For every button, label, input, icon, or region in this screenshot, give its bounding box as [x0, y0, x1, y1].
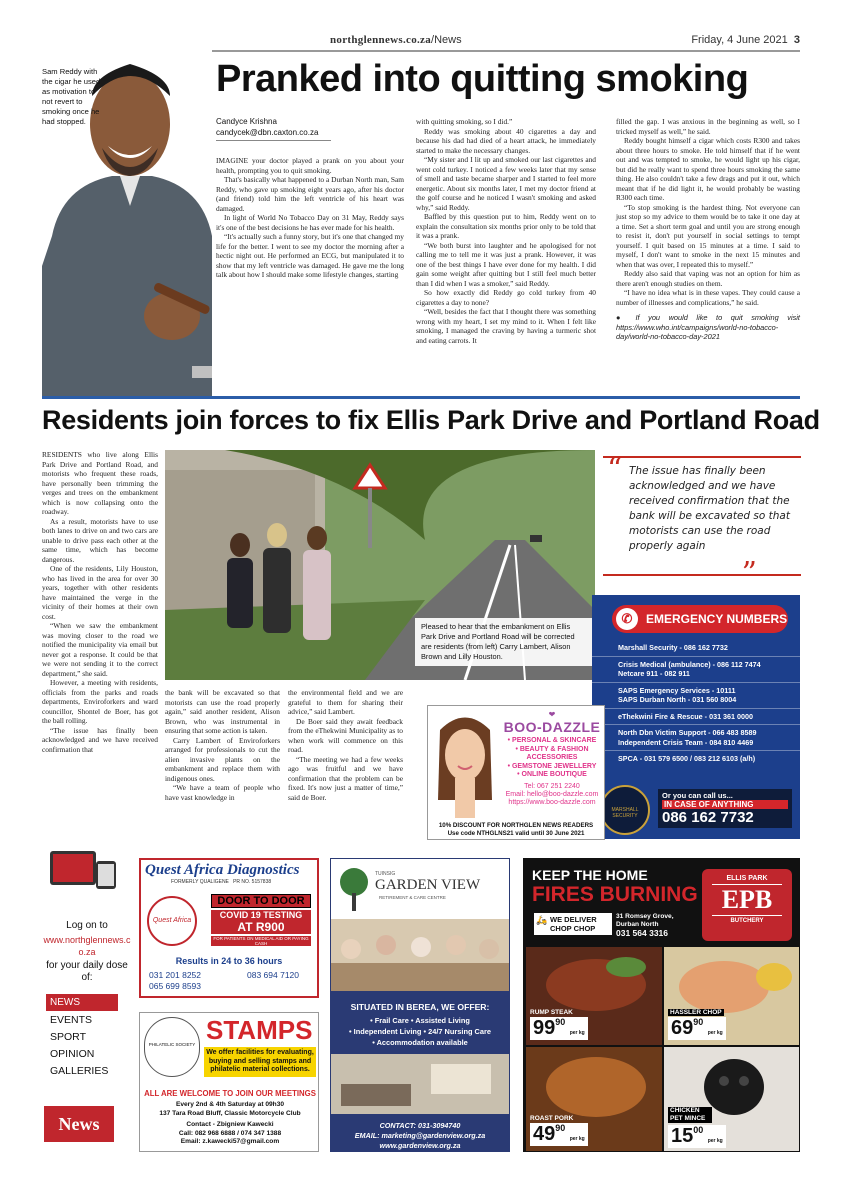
residents-group-photo [331, 919, 509, 991]
open-quote-icon: “ [607, 452, 623, 487]
quest-africa-ad [139, 858, 319, 998]
residents-photo-caption: Pleased to hear that the embankment on Ellis Park Drive and Portland Road will be corrected are residents (from left) Carry Lambert, Alison Brown and Lilly Houston. [421, 622, 575, 661]
contact-person: Contact - Zbigniew Kawecki [186, 1121, 274, 1128]
sidebar-menu [46, 994, 118, 1012]
quest-phone[interactable]: 031 201 8252 [149, 970, 201, 980]
sidebar-item-news[interactable]: NEWS [46, 994, 118, 1012]
call-line-1: Or you can call us... [662, 791, 733, 800]
email-text[interactable]: Email: hello@boo-dazzle.com [505, 790, 599, 798]
pull-quote [603, 452, 801, 591]
situated-heading: SITUATED IN BEREA, WE OFFER: [350, 1002, 490, 1012]
epb-logo [702, 869, 792, 941]
paragraph: That's basically what happened to a Durban North man, Sam Reddy, who gave up smoking eight years ago, after his doctor (and friend) told him the left ventricle of his heart was damaged. [216, 175, 404, 213]
paragraph: “I have no idea what is in these vapes. They could cause a number of illnesses and complications,” he said. [616, 288, 800, 307]
delivery-text: WE DELIVER CHOP CHOP [550, 915, 597, 933]
photo-caption: Sam Reddy with the cigar he used as motivation to not revert to smoking once he had stopped. [42, 67, 101, 126]
sidebar-item-opinion[interactable]: OPINION [50, 1048, 95, 1060]
contact-email[interactable]: EMAIL: marketing@gardenview.org.za [354, 1131, 486, 1140]
emergency-title [612, 605, 788, 633]
tree-icon [337, 865, 371, 913]
sidebar-item-events[interactable]: EVENTS [50, 1014, 93, 1026]
sidebar-item-sport[interactable]: SPORT [50, 1031, 86, 1043]
service-item: • ONLINE BOUTIQUE [517, 771, 587, 778]
price-cents: 90 [555, 1017, 566, 1027]
paragraph: De Boer said they await feedback from the eThekwini Municipality as to when work will commence on this road. [288, 716, 403, 754]
stamps-title: STAMPS [206, 1015, 313, 1045]
epb-address [616, 913, 674, 937]
contact-email[interactable]: Email: z.kawecki57@gmail.com [180, 1138, 280, 1145]
price-rand: 99 [533, 1017, 556, 1039]
garden-view-contact [331, 1121, 509, 1151]
paragraph: “The issue has finally been acknowledged and we have received confirmation that [42, 725, 158, 754]
photo-caption-box [415, 618, 593, 666]
discount-code: Use code NTHGLNS21 valid until 30 June 2021 [447, 830, 585, 837]
paragraph: RESIDENTS who live along Ellis Park Drive and Portland Road, and motorists who frequent these roads, have personally been trimming the verges and trees on the embankment which is now collapsing onto the roadway. [42, 450, 158, 516]
paragraph: “Well, besides the fact that I thought there was something wrong with my heart, I set my mind to it. When I felt like smoking, I managed the craving by having a turmeric shot and eating carrots. It [416, 307, 596, 345]
paragraph: In light of World No Tobacco Day on 31 May, Reddy says it's one of the best decisions he has ever made for his health. [216, 213, 404, 232]
stamps-welcome: ALL ARE WELCOME TO JOIN OUR MEETINGS [144, 1089, 316, 1098]
quest-offer [211, 894, 311, 946]
emergency-item[interactable]: Independent Crisis Team - 084 810 4469 [592, 738, 800, 752]
garden-view-ad [330, 858, 510, 1152]
product-name: CHICKEN PET MINCE [668, 1107, 712, 1123]
author-email[interactable]: candycek@dbn.caxton.co.za [216, 128, 319, 137]
address-line: 31 Romsey Grove, [616, 913, 674, 920]
paragraph: “We have a team of people who have vast knowledge in [165, 783, 280, 802]
stamps-description: We offer facilities for evaluating, buying and selling stamps and philatelic material collections. [204, 1047, 316, 1077]
phone-text[interactable]: Tel: 067 251 2240 [524, 782, 580, 790]
model-face-image [430, 710, 500, 820]
quest-title: Quest Africa Diagnostics [145, 862, 300, 878]
contact-phone[interactable]: Call: 082 968 6888 / 074 347 1388 [178, 1129, 282, 1137]
scooter-icon: 🛵 [536, 915, 548, 925]
discount-info [430, 822, 602, 838]
emergency-item[interactable]: North Dbn Victim Support - 066 483 8589 [618, 728, 757, 737]
philatelic-badge: PHILATELIC SOCIETY [144, 1017, 200, 1077]
website-link[interactable]: www.gardenview.org.za [379, 1141, 461, 1150]
quest-sub-text: FORMERLY QUALIGENE [171, 879, 229, 885]
epb-butchery-ad [523, 858, 800, 1152]
garden-view-pre: TUINSIG [375, 871, 396, 877]
footnote-link[interactable]: ● If you would like to quit smoking visit https://www.who.int/campaigns/world-no-tobacco-day/world-no-tobacco-day-2021 [616, 313, 800, 341]
sidebar-item-galleries[interactable]: GALLERIES [50, 1065, 109, 1077]
product-name: HASSLER CHOP [670, 1009, 722, 1016]
garden-view-brand: GARDEN VIEW [375, 877, 481, 893]
paragraph: Reddy also said that vaping was not an option for him as there aren't enough studies on them. [616, 269, 800, 288]
byline-rule [216, 140, 331, 141]
price-cents: 90 [693, 1017, 704, 1027]
story1-column-2 [416, 117, 596, 345]
emergency-item[interactable]: SAPS Emergency Services - 10111 [618, 685, 736, 695]
price-rand: 15 [671, 1125, 694, 1147]
brand-name: BOO-DAZZLE [503, 719, 601, 735]
fires-burning-heading: FIRES BURNING [532, 883, 698, 906]
paragraph: the bank will be excavated so that motorists can use the road properly again,” said another resident, Alison Brown, who was instrumental in ensuring that some action is taken. [165, 688, 280, 735]
section-name: /News [431, 34, 462, 46]
login-text [42, 920, 132, 984]
paragraph: “When we saw the embankment was moving closer to the road we notified the municipality via email but never got a response. It could be that we were not sending it to the correct department,” she said. [42, 621, 158, 678]
epb-phone[interactable]: 031 564 3316 [616, 928, 668, 938]
product-roast-pork [526, 1047, 662, 1151]
story1-column-1 [216, 156, 404, 280]
product-hassler-chop [664, 947, 799, 1045]
paragraph: So how exactly did Reddy go cold turkey from 40 cigarettes a day to none? [416, 288, 596, 307]
service-item: • PERSONAL & SKINCARE [507, 737, 597, 744]
quest-sub [141, 879, 317, 885]
quest-line-4: FOR PATIENTS ON MEDICAL AID OR PAYING CASH [211, 936, 311, 946]
emergency-item[interactable]: Marshall Security - 086 162 7732 [592, 641, 800, 657]
quest-phone[interactable]: 065 699 8593 [149, 981, 201, 991]
price-unit: per kg [707, 1030, 723, 1036]
story2-column-3 [288, 688, 403, 802]
emergency-item[interactable]: Crisis Medical (ambulance) - 086 112 7474 [618, 659, 761, 669]
emergency-item[interactable]: SPCA - 031 579 6500 / 083 212 6103 (a/h) [618, 754, 756, 763]
northglen-news-logo: News [44, 1106, 114, 1142]
boo-dazzle-info [502, 710, 602, 807]
paragraph: filled the gap. I was anxious in the beginning as well, so I tricked myself as well,” he said. [616, 117, 800, 136]
product-name: ROAST PORK [530, 1115, 574, 1122]
quest-line-1: DOOR TO DOOR [211, 894, 311, 908]
offer-line: • Independent Living • 24/7 Nursing Care [349, 1027, 491, 1036]
byline [216, 116, 318, 138]
story2-headline: Residents join forces to fix Ellis Park Drive and Portland Road [42, 405, 820, 435]
service-list [502, 737, 602, 780]
delivery-badge [534, 913, 612, 935]
call-number[interactable]: 086 162 7732 [662, 809, 754, 826]
contact-phone[interactable]: CONTACT: 031-3094740 [379, 1121, 461, 1130]
issue-date: Friday, 4 June 2021 [691, 34, 788, 46]
paragraph: One of the residents, Lily Houston, who has lived in the area for over 30 years, together with other residents have maintained the verge in the vicinity of their homes at their own cost. [42, 564, 158, 621]
paragraph: “The meeting we had a few weeks ago was fruitful and we have confirmation that the problem can be fixed. It's now just a matter of time,” said de Boer. [288, 754, 403, 802]
price-tag [668, 1017, 726, 1040]
paragraph: “It's actually such a funny story, but it's one that changed my life for the better. I went to see my doctor the morning after a hectic night out. He performed an ECG, but manipulated it to show that my left ventricle was damaged. He gave me the long talk about how I should make some lifestyle changes, starting [216, 232, 404, 279]
paragraph: Reddy bought himself a cigar which costs R300 and takes about three hours to smoke. He told himself that if he went out and was tempted to smoke, he would light up his cigar, but did he really want to spend three hours smoking the same thing. He also couldn't take a few drags and put it out, which meant that if he did light it, he would probably be wasting R300 each time. [616, 136, 800, 202]
price-tag [668, 1125, 726, 1148]
call-line-2: IN CASE OF ANYTHING [662, 800, 788, 809]
keep-home-heading: KEEP THE HOME [532, 867, 648, 883]
meeting-time: Every 2nd & 4th Saturday at 09h30 [175, 1101, 285, 1108]
emergency-item[interactable]: eThekwini Fire & Rescue - 031 361 0000 [592, 709, 800, 726]
website-url-link[interactable]: www.northglennews.co.za [43, 935, 131, 957]
price-cents: 90 [555, 1123, 566, 1133]
residents-photo [165, 450, 595, 680]
price-unit: per kg [569, 1136, 585, 1142]
paragraph: Carry Lambert of Enviroforkers arranged for professionals to cut the alien invasive plants on the embankment and replace them with indigenous ones. [165, 735, 280, 783]
quest-logo: Quest Africa [147, 896, 197, 946]
price-tag [530, 1123, 588, 1146]
close-quote-icon: ” [741, 556, 757, 591]
butterfly-icon: ❤ [548, 710, 556, 719]
header-date-page [691, 34, 800, 46]
story1-column-3 [616, 117, 800, 342]
page-header [330, 34, 800, 46]
logo-top-text: ELLIS PARK [726, 875, 768, 882]
meeting-venue: 137 Tara Road Bluff, Classic Motorcycle Club [159, 1109, 301, 1117]
emergency-item[interactable]: Netcare 911 - 082 911 [592, 669, 800, 683]
website-promo-sidebar [42, 843, 132, 1153]
call-box [658, 789, 792, 828]
stamps-ad [139, 1012, 319, 1152]
site-name[interactable]: northglennews.co.za [330, 34, 432, 46]
garden-view-logo-area [331, 859, 509, 919]
quest-phone[interactable]: 083 694 7120 [247, 970, 299, 980]
garden-view-sub: RETIREMENT & CARE CENTRE [379, 895, 446, 900]
logo-text: EPB [712, 884, 782, 916]
lounge-photo [331, 1054, 509, 1114]
paragraph: As a result, motorists have to use both lanes to drive on and two cars are unable to drive pass each other at the same time, which has become dangerous. [42, 516, 158, 564]
address-line: Durban North [616, 921, 659, 928]
product-chicken-pet-mince [664, 1047, 799, 1151]
boo-dazzle-ad [427, 705, 605, 840]
offer-line: • Accommodation available [372, 1038, 468, 1047]
website-text[interactable]: https://www.boo-dazzle.com [508, 798, 596, 806]
sidebar-menu-rest [50, 1012, 132, 1080]
phone-icon: ✆ [616, 608, 638, 630]
offer-line: • Frail Care • Assisted Living [370, 1016, 470, 1025]
author-name: Candyce Krishna [216, 117, 277, 126]
quest-line-3: AT R900 [211, 920, 311, 934]
price-tag [530, 1017, 588, 1040]
header-rule [210, 50, 800, 52]
badge-text: MARSHALL SECURITY [611, 807, 639, 819]
page-number: 3 [793, 34, 800, 46]
price-unit: per kg [707, 1138, 723, 1144]
logo-bottom-text: BUTCHERY [730, 918, 764, 924]
paragraph: Baffled by this question put to him, Reddy went on to explain the consultation six months prior only to be told that it was a prank. [416, 212, 596, 240]
quest-phones [149, 970, 201, 992]
price-rand: 69 [671, 1017, 694, 1039]
paragraph: Reddy was smoking about 40 cigarettes a day and because his dad had died of a heart attack, he immediately started to make the necessary changes. [416, 126, 596, 155]
marshall-security-badge [600, 785, 650, 835]
pull-quote-text: The issue has finally been acknowledged and we have received confirmation that the bank will be excavated so that motorists can use the road properly again [629, 465, 790, 552]
quest-line-2: COVID 19 TESTING [211, 910, 311, 920]
story-divider [42, 396, 800, 399]
emergency-item[interactable]: SAPS Durban North - 031 560 8004 [592, 695, 800, 709]
quest-reg: PR NO. 5157838 [233, 879, 272, 885]
stamps-details [142, 1101, 318, 1147]
emergency-numbers-ad [592, 595, 800, 839]
product-rump-steak [526, 947, 662, 1045]
paragraph: with quitting smoking, so I did.” [416, 117, 513, 126]
price-cents: 00 [693, 1125, 704, 1135]
paragraph: “We both burst into laughter and he apologised for not calling me to tell me it was just a prank. However, it was one of the best things I have ever done for my health. I did gain some weight after quitting but I still feel much better than I did when I was a smoker,” said Reddy. [416, 240, 596, 288]
emergency-title-text: EMERGENCY NUMBERS [646, 612, 788, 626]
price-rand: 49 [533, 1123, 556, 1145]
login-line-2: for your daily dose of: [46, 960, 128, 983]
service-item: • GEMSTONE JEWELLERY [507, 762, 597, 770]
paragraph: “My sister and I lit up and smoked our last cigarettes and went cold turkey. I noticed a few weeks later that my sense of smell and taste became sharper and I started to feel more energetic. About six months later, I met my doctor friend at the golf course and he noticed I wasn't smoking and asked why,” said Reddy. [416, 155, 596, 212]
garden-view-offers [331, 1002, 509, 1048]
service-item: • BEAUTY & FASHION ACCESSORIES [515, 745, 589, 761]
story2-column-1 [42, 450, 158, 754]
paragraph: “To stop smoking is the hardest thing. Not everyone can just stop so my advice to them would be to take it one day at a time. Set a short term goal and until you are strong enough to resist it, don't put yourself in social settings to tempt yourself. I quit based on 15 minutes at a time. I said to myself, I don't want to smoke in the next 15 minutes and when that was over, I repeated this to myself.” [616, 202, 800, 269]
paragraph: the environmental field and we are grateful to them for sharing their advice,” said Lambert. [288, 688, 403, 716]
quest-results: Results in 24 to 36 hours [175, 956, 283, 966]
login-line-1: Log on to [66, 920, 108, 931]
story1-headline: Pranked into quitting smoking [216, 58, 749, 100]
paragraph: IMAGINE your doctor played a prank on you about your health, prompting you to quit smoking. [216, 156, 404, 175]
devices-icon [46, 843, 126, 893]
paragraph: However, a meeting with residents, officials from the parks and roads departments, Enviroforkers and ward councillor, Shontel de Boer, has got the ball rolling. [42, 678, 158, 725]
story2-column-2 [165, 688, 280, 802]
price-unit: per kg [569, 1030, 585, 1036]
discount-offer: 10% DISCOUNT FOR NORTHGLEN NEWS READERS [438, 822, 594, 829]
product-name: RUMP STEAK [530, 1009, 573, 1016]
boo-dazzle-contact [502, 783, 602, 807]
